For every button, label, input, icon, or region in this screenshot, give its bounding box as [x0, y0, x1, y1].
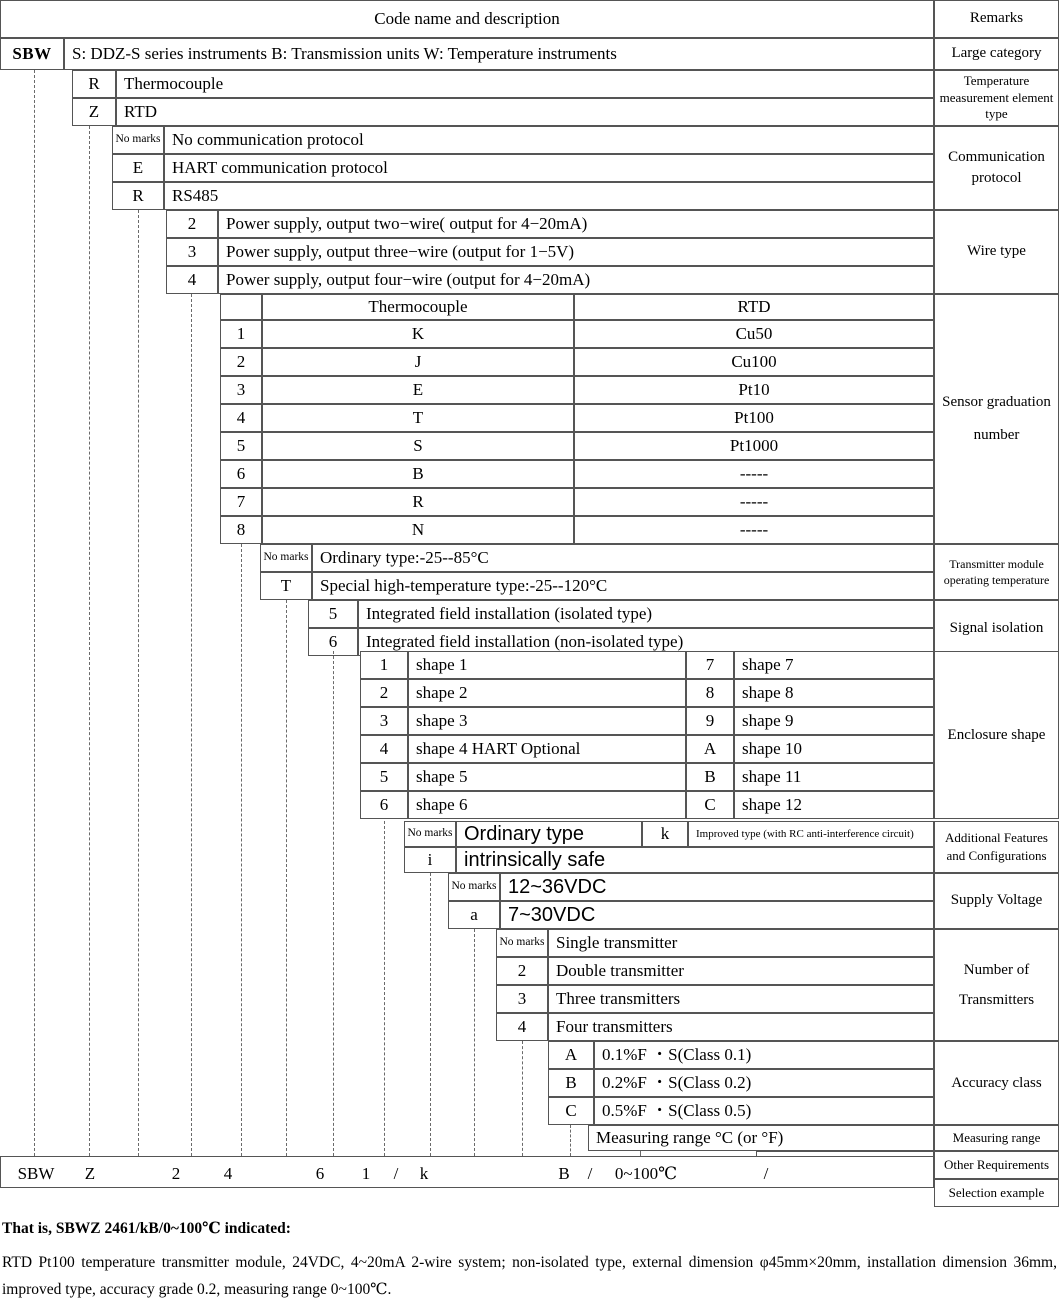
code-cell-acc-b [548, 1069, 594, 1097]
desc-shape-12-label: shape 12 [742, 795, 802, 815]
desc-cell-shape-8 [734, 679, 934, 707]
code-cell-wire-3 [166, 238, 218, 266]
tc-grad-6-label: B [412, 464, 424, 484]
code-cell-shape-10 [686, 735, 734, 763]
desc-shape-7-label: shape 7 [742, 655, 794, 675]
code-ntx-4-label: 4 [517, 1017, 527, 1037]
desc-cell-shape-4 [408, 735, 686, 763]
desc-cell-temp-ordinary [312, 544, 934, 572]
desc-cell-acc-c [594, 1097, 934, 1125]
code-acc-c-label: C [565, 1101, 577, 1121]
rtd-grad-4-label: Pt100 [734, 408, 774, 428]
code-cell-volt-nomarks [448, 873, 500, 901]
desc-cell-iso-isolated [358, 600, 934, 628]
desc-element-rtd-label: RTD [124, 102, 157, 122]
selection-value-range-label: 0~100℃ [614, 1164, 678, 1183]
remark-selection-example-label: Selection example [948, 1184, 1045, 1200]
desc-measuring-range-label: Measuring range °C (or °F) [596, 1128, 784, 1148]
desc-iso-isolated-label: Integrated field installation (isolated type) [366, 604, 653, 624]
rtd-grad-8-label: ----- [739, 520, 769, 540]
code-shape-7-label: 7 [705, 655, 715, 675]
code-wire-4-label: 4 [187, 270, 197, 290]
desc-cell-comm-none [164, 126, 934, 154]
remark-additional-features [934, 821, 1059, 873]
code-grad-6-label: 6 [236, 464, 246, 484]
header-code-name-description [0, 0, 934, 38]
desc-large-category-label: S: DDZ-S series instruments B: Transmission units W: Temperature instruments [72, 44, 617, 64]
code-cell-shape-1 [360, 651, 408, 679]
desc-comm-hart-label: HART communication protocol [172, 158, 388, 178]
selection-separator-2-label: / [587, 1164, 593, 1183]
desc-acc-b-label: 0.2%F ・S(Class 0.2) [602, 1073, 752, 1093]
code-grad-7-label: 7 [236, 492, 246, 512]
rtd-cell-grad-3 [574, 376, 934, 404]
desc-addl-improved-label: Improved type (with RC anti-interference circuit) [696, 827, 914, 840]
selection-value-sbw-label: SBW [17, 1164, 55, 1183]
remark-operating-temperature [934, 544, 1059, 600]
remark-communication-protocol [934, 126, 1059, 210]
desc-acc-c-label: 0.5%F ・S(Class 0.5) [602, 1101, 752, 1121]
tc-grad-5-label: S [413, 436, 423, 456]
notes-body: RTD Pt100 temperature transmitter module, 24VDC, 4~20mA 2-wire system; non-isolated type, external dimension φ45mm×20mm, installation dimension 36mm, improved type, accuracy grade 0.2, measuring range 0~100℃. [2, 1254, 1057, 1299]
selection-value-sbw [8, 1160, 64, 1188]
tc-cell-grad-6 [262, 460, 574, 488]
rtd-grad-3-label: Pt10 [738, 380, 770, 400]
code-cell-ntx-nomarks [496, 929, 548, 957]
code-cell-temp-t [260, 572, 312, 600]
code-cell-wire-2 [166, 210, 218, 238]
explanatory-notes [2, 1218, 1057, 1303]
tc-grad-1-label: K [411, 324, 425, 344]
code-cell-grad-8 [220, 516, 262, 544]
desc-cell-measuring-range [588, 1125, 934, 1151]
col-header-thermocouple-label: Thermocouple [368, 297, 468, 317]
code-cell-sbw [0, 38, 64, 70]
ladder-guide-element [89, 126, 90, 1156]
desc-shape-4-label: shape 4 HART Optional [416, 739, 581, 759]
code-wire-3-label: 3 [187, 242, 197, 262]
ladder-guide-acc [570, 1125, 571, 1156]
code-shape-11-label: B [704, 767, 716, 787]
remark-number-of-transmitters [934, 929, 1059, 1041]
header-remarks [934, 0, 1059, 38]
code-iso-5-label: 5 [328, 604, 338, 624]
selection-separator-1-label: / [393, 1164, 399, 1183]
remark-sensor-graduation [934, 294, 1059, 544]
selection-separator-3 [748, 1160, 784, 1188]
remark-element-type-label: Temperature measurement element type [939, 72, 1054, 122]
code-cell-shape-2 [360, 679, 408, 707]
selection-example-row [0, 1156, 934, 1188]
code-acc-b-label: B [565, 1073, 577, 1093]
code-addl-nomarks-label: No marks [407, 827, 453, 840]
code-cell-ntx-3 [496, 985, 548, 1013]
rtd-cell-grad-4 [574, 404, 934, 432]
remark-signal-isolation [934, 600, 1059, 656]
selection-value-k-label: k [419, 1164, 429, 1183]
selection-value-z [62, 1160, 118, 1188]
desc-cell-wire-three [218, 238, 934, 266]
code-element-z-label: Z [88, 102, 100, 122]
remark-communication-protocol-label: Communication protocol [948, 149, 1045, 186]
remark-number-of-transmitters-label: Number of Transmitters [958, 962, 1035, 1008]
remark-supply-voltage-label: Supply Voltage [950, 892, 1043, 909]
desc-shape-2-label: shape 2 [416, 683, 468, 703]
code-cell-shape-5 [360, 763, 408, 791]
selection-value-k [406, 1160, 442, 1188]
desc-ntx-single-label: Single transmitter [556, 933, 678, 953]
notes-heading: That is, SBWZ 2461/kB/0~100℃ indicated: [2, 1220, 291, 1237]
desc-cell-shape-9 [734, 707, 934, 735]
code-comm-e-label: E [132, 158, 144, 178]
desc-wire-two-label: Power supply, output two−wire( output for 4−20mA) [226, 214, 588, 234]
desc-wire-three-label: Power supply, output three−wire (output for 1−5V) [226, 242, 575, 262]
code-comm-nomarks-label: No marks [115, 133, 161, 146]
desc-cell-element-thermocouple [116, 70, 934, 98]
ladder-guide-range [640, 1151, 641, 1156]
remark-wire-type [934, 210, 1059, 294]
code-cell-comm-nomarks [112, 126, 164, 154]
selection-value-2 [158, 1160, 194, 1188]
desc-cell-wire-two [218, 210, 934, 238]
ladder-guide-sbw [34, 70, 35, 1156]
code-comm-r-label: R [132, 186, 144, 206]
ladder-guide-addl [430, 873, 431, 1156]
code-shape-5-label: 5 [379, 767, 389, 787]
code-cell-shape-7 [686, 651, 734, 679]
remark-additional-features-label: Additional Features and Configurations [945, 830, 1048, 863]
ladder-guide-volt [474, 929, 475, 1156]
code-cell-grad-1 [220, 320, 262, 348]
code-shape-8-label: 8 [705, 683, 715, 703]
code-sbw-label: SBW [12, 44, 52, 64]
code-temp-nomarks-label: No marks [263, 551, 309, 564]
code-ntx-3-label: 3 [517, 989, 527, 1009]
rtd-cell-grad-1 [574, 320, 934, 348]
code-wire-2-label: 2 [187, 214, 197, 234]
code-cell-ntx-2 [496, 957, 548, 985]
code-grad-2-label: 2 [236, 352, 246, 372]
tc-cell-grad-2 [262, 348, 574, 376]
code-iso-6-label: 6 [328, 632, 338, 652]
desc-shape-3-label: shape 3 [416, 711, 468, 731]
col-header-rtd [574, 294, 934, 320]
desc-shape-1-label: shape 1 [416, 655, 468, 675]
desc-cell-shape-7 [734, 651, 934, 679]
selection-value-1-label: 1 [361, 1164, 371, 1183]
remark-measuring-range-label: Measuring range [952, 1129, 1041, 1145]
remark-enclosure-shape [934, 651, 1059, 819]
remark-signal-isolation-label: Signal isolation [949, 619, 1044, 636]
code-shape-12-label: C [704, 795, 716, 815]
desc-cell-shape-6 [408, 791, 686, 819]
rtd-grad-6-label: ----- [739, 464, 769, 484]
code-grad-1-label: 1 [236, 324, 246, 344]
desc-cell-large-category [64, 38, 934, 70]
remark-supply-voltage [934, 873, 1059, 929]
desc-cell-comm-hart [164, 154, 934, 182]
remark-other-requirements [934, 1151, 1059, 1179]
code-shape-1-label: 1 [379, 655, 389, 675]
rtd-cell-grad-7 [574, 488, 934, 516]
desc-shape-9-label: shape 9 [742, 711, 794, 731]
code-cell-shape-11 [686, 763, 734, 791]
desc-ntx-four-label: Four transmitters [556, 1017, 673, 1037]
remark-other-requirements-label: Other Requirements [943, 1156, 1050, 1172]
remark-measuring-range [934, 1125, 1059, 1151]
desc-shape-10-label: shape 10 [742, 739, 802, 759]
code-grad-3-label: 3 [236, 380, 246, 400]
code-ntx-2-label: 2 [517, 961, 527, 981]
ladder-guide-iso [333, 651, 334, 1156]
code-acc-a-label: A [564, 1045, 578, 1065]
code-addl-k-label: k [660, 824, 670, 844]
code-element-r-label: R [88, 74, 100, 94]
remark-sensor-graduation-label: Sensor graduation number [942, 394, 1051, 443]
tc-cell-grad-5 [262, 432, 574, 460]
selection-value-6 [302, 1160, 338, 1188]
code-cell-shape-3 [360, 707, 408, 735]
code-shape-4-label: 4 [379, 739, 389, 759]
header-code-name-label: Code name and description [374, 9, 560, 29]
desc-shape-8-label: shape 8 [742, 683, 794, 703]
desc-cell-shape-3 [408, 707, 686, 735]
selection-value-range [598, 1160, 694, 1188]
col-header-thermocouple [262, 294, 574, 320]
tc-grad-2-label: J [414, 352, 422, 372]
rtd-cell-grad-6 [574, 460, 934, 488]
col-header-rtd-label: RTD [737, 297, 771, 317]
code-ntx-nomarks-label: No marks [499, 936, 545, 949]
selection-value-2-label: 2 [171, 1164, 181, 1183]
desc-addl-ordinary-label: Ordinary type [464, 822, 585, 845]
remark-large-category-label: Large category [951, 45, 1042, 62]
desc-cell-wire-four [218, 266, 934, 294]
remark-wire-type-label: Wire type [967, 243, 1026, 260]
desc-cell-shape-11 [734, 763, 934, 791]
remark-accuracy-class-label: Accuracy class [951, 1074, 1042, 1091]
tc-cell-grad-1 [262, 320, 574, 348]
selection-value-b-label: B [558, 1164, 570, 1183]
ladder-guide-comm [138, 210, 139, 1156]
header-remarks-label: Remarks [969, 10, 1024, 27]
remark-accuracy-class [934, 1041, 1059, 1125]
code-grad-5-label: 5 [236, 436, 246, 456]
code-cell-volt-a [448, 901, 500, 929]
rtd-grad-2-label: Cu100 [731, 352, 777, 372]
code-cell-ntx-4 [496, 1013, 548, 1041]
code-cell-grad-header [220, 294, 262, 320]
code-cell-shape-12 [686, 791, 734, 819]
desc-cell-volt-12-36 [500, 873, 934, 901]
code-volt-nomarks-label: No marks [451, 880, 497, 893]
code-temp-t-label: T [280, 576, 292, 596]
selection-separator-3-label: / [763, 1164, 769, 1183]
selection-value-4-label: 4 [223, 1164, 233, 1183]
code-shape-2-label: 2 [379, 683, 389, 703]
tc-cell-grad-7 [262, 488, 574, 516]
desc-cell-shape-5 [408, 763, 686, 791]
code-cell-element-z [72, 98, 116, 126]
selection-value-4 [210, 1160, 246, 1188]
desc-cell-addl-ordinary [456, 821, 642, 847]
code-shape-9-label: 9 [705, 711, 715, 731]
code-cell-shape-4 [360, 735, 408, 763]
remark-large-category [934, 38, 1059, 70]
code-cell-grad-4 [220, 404, 262, 432]
code-cell-grad-7 [220, 488, 262, 516]
selection-value-z-label: Z [84, 1164, 96, 1183]
desc-addl-intrinsic-label: intrinsically safe [464, 848, 606, 871]
desc-cell-ntx-four [548, 1013, 934, 1041]
code-cell-addl-i [404, 847, 456, 873]
rtd-grad-5-label: Pt1000 [729, 436, 779, 456]
rtd-cell-grad-5 [574, 432, 934, 460]
code-cell-shape-8 [686, 679, 734, 707]
code-cell-grad-2 [220, 348, 262, 376]
remark-operating-temperature-label: Transmitter module operating temperature [943, 556, 1050, 587]
desc-cell-ntx-three [548, 985, 934, 1013]
desc-cell-comm-rs485 [164, 182, 934, 210]
remark-selection-example [934, 1179, 1059, 1207]
desc-shape-5-label: shape 5 [416, 767, 468, 787]
desc-comm-rs485-label: RS485 [172, 186, 219, 206]
desc-iso-nonisolated-label: Integrated field installation (non-isolated type) [366, 632, 684, 652]
rtd-grad-1-label: Cu50 [735, 324, 773, 344]
desc-cell-shape-10 [734, 735, 934, 763]
desc-volt-12-36-label: 12~36VDC [508, 875, 607, 898]
desc-cell-acc-a [594, 1041, 934, 1069]
tc-grad-3-label: E [412, 380, 424, 400]
desc-element-thermocouple-label: Thermocouple [124, 74, 224, 94]
code-cell-addl-nomarks [404, 821, 456, 847]
desc-cell-volt-7-30 [500, 901, 934, 929]
code-grad-4-label: 4 [236, 408, 246, 428]
ladder-guide-grad [241, 544, 242, 1156]
desc-cell-addl-intrinsic [456, 847, 934, 873]
desc-cell-shape-1 [408, 651, 686, 679]
code-cell-element-r [72, 70, 116, 98]
desc-cell-shape-2 [408, 679, 686, 707]
code-cell-shape-6 [360, 791, 408, 819]
code-cell-acc-a [548, 1041, 594, 1069]
code-shape-6-label: 6 [379, 795, 389, 815]
desc-cell-acc-b [594, 1069, 934, 1097]
code-cell-grad-6 [220, 460, 262, 488]
code-cell-comm-r [112, 182, 164, 210]
tc-grad-7-label: R [412, 492, 424, 512]
desc-cell-shape-12 [734, 791, 934, 819]
desc-ntx-double-label: Double transmitter [556, 961, 684, 981]
desc-acc-a-label: 0.1%F ・S(Class 0.1) [602, 1045, 752, 1065]
code-cell-acc-c [548, 1097, 594, 1125]
code-cell-grad-3 [220, 376, 262, 404]
code-cell-grad-5 [220, 432, 262, 460]
code-cell-addl-k [642, 821, 688, 847]
rtd-grad-7-label: ----- [739, 492, 769, 512]
code-cell-wire-4 [166, 266, 218, 294]
selection-value-6-label: 6 [315, 1164, 325, 1183]
desc-cell-element-rtd [116, 98, 934, 126]
remark-element-type [934, 70, 1059, 126]
desc-cell-ntx-single [548, 929, 934, 957]
desc-cell-addl-improved [688, 821, 934, 847]
code-volt-a-label: a [470, 905, 478, 925]
desc-wire-four-label: Power supply, output four−wire (output for 4−20mA) [226, 270, 591, 290]
desc-cell-ntx-double [548, 957, 934, 985]
desc-volt-7-30-label: 7~30VDC [508, 903, 596, 926]
tc-grad-8-label: N [411, 520, 425, 540]
code-cell-iso-5 [308, 600, 358, 628]
code-shape-3-label: 3 [379, 711, 389, 731]
tc-cell-grad-3 [262, 376, 574, 404]
code-addl-i-label: i [427, 850, 433, 870]
desc-shape-11-label: shape 11 [742, 767, 802, 787]
code-grad-8-label: 8 [236, 520, 246, 540]
code-cell-temp-nomarks [260, 544, 312, 572]
tc-cell-grad-8 [262, 516, 574, 544]
tc-grad-4-label: T [412, 408, 424, 428]
ladder-guide-wire [191, 294, 192, 1156]
desc-ntx-three-label: Three transmitters [556, 989, 681, 1009]
code-cell-shape-9 [686, 707, 734, 735]
rtd-cell-grad-2 [574, 348, 934, 376]
desc-comm-none-label: No communication protocol [172, 130, 364, 150]
code-cell-comm-e [112, 154, 164, 182]
ladder-guide-temp [286, 600, 287, 1156]
desc-cell-temp-special [312, 572, 934, 600]
remark-enclosure-shape-label: Enclosure shape [947, 727, 1046, 743]
ladder-guide-shape [384, 821, 385, 1156]
desc-temp-ordinary-label: Ordinary type:-25--85°C [320, 548, 489, 568]
rtd-cell-grad-8 [574, 516, 934, 544]
ladder-guide-ntx [522, 1041, 523, 1156]
tc-cell-grad-4 [262, 404, 574, 432]
desc-shape-6-label: shape 6 [416, 795, 468, 815]
code-shape-10-label: A [703, 739, 717, 759]
desc-temp-special-label: Special high-temperature type:-25--120°C [320, 576, 608, 596]
